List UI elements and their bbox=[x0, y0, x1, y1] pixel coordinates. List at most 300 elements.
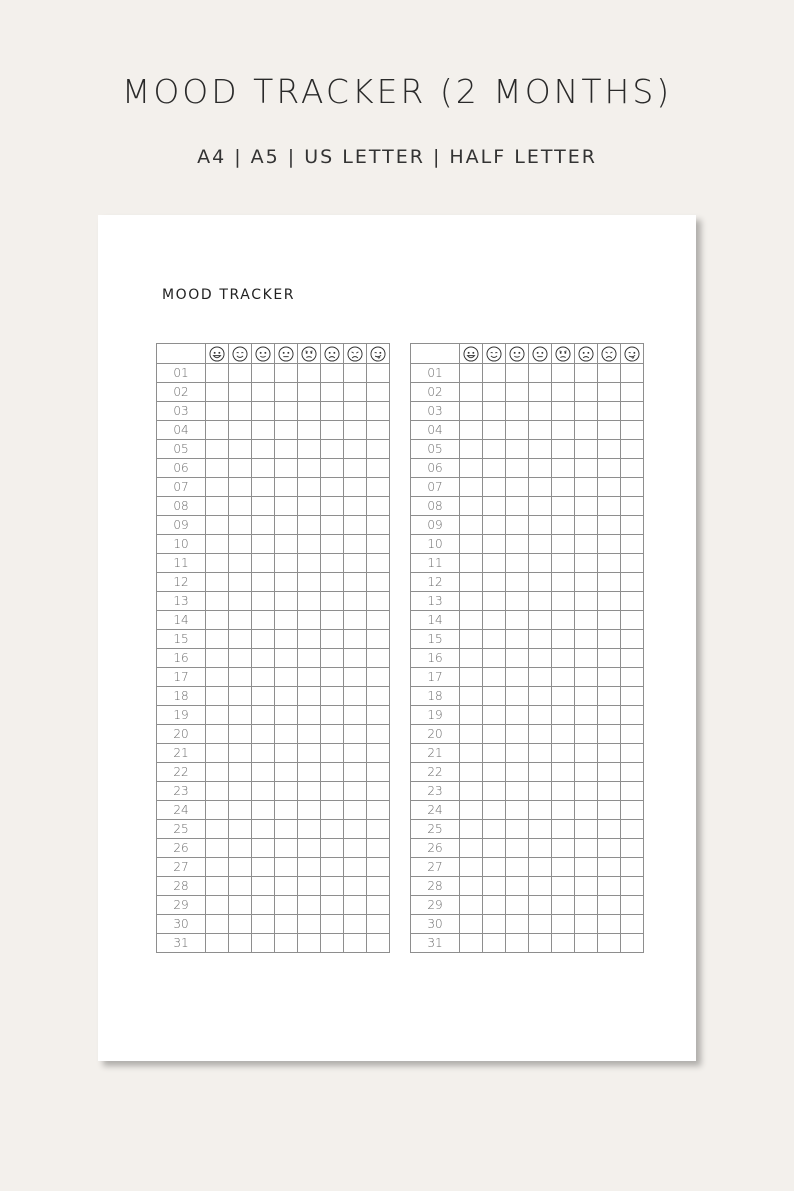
mood-check-cell[interactable] bbox=[460, 915, 483, 934]
mood-check-cell[interactable] bbox=[506, 535, 529, 554]
mood-check-cell[interactable] bbox=[252, 877, 275, 896]
mood-check-cell[interactable] bbox=[321, 934, 344, 953]
mood-check-cell[interactable] bbox=[506, 649, 529, 668]
mood-check-cell[interactable] bbox=[460, 820, 483, 839]
mood-check-cell[interactable] bbox=[483, 592, 506, 611]
mood-check-cell[interactable] bbox=[575, 554, 598, 573]
mood-check-cell[interactable] bbox=[298, 554, 321, 573]
mood-check-cell[interactable] bbox=[275, 858, 298, 877]
mood-check-cell[interactable] bbox=[252, 649, 275, 668]
mood-check-cell[interactable] bbox=[621, 478, 644, 497]
mood-check-cell[interactable] bbox=[229, 706, 252, 725]
mood-check-cell[interactable] bbox=[321, 535, 344, 554]
mood-check-cell[interactable] bbox=[506, 459, 529, 478]
mood-check-cell[interactable] bbox=[275, 649, 298, 668]
mood-check-cell[interactable] bbox=[506, 744, 529, 763]
mood-check-cell[interactable] bbox=[575, 478, 598, 497]
mood-check-cell[interactable] bbox=[252, 801, 275, 820]
mood-check-cell[interactable] bbox=[506, 364, 529, 383]
mood-check-cell[interactable] bbox=[506, 820, 529, 839]
mood-check-cell[interactable] bbox=[321, 687, 344, 706]
mood-check-cell[interactable] bbox=[321, 611, 344, 630]
mood-check-cell[interactable] bbox=[460, 440, 483, 459]
mood-check-cell[interactable] bbox=[552, 402, 575, 421]
mood-check-cell[interactable] bbox=[506, 934, 529, 953]
mood-check-cell[interactable] bbox=[252, 573, 275, 592]
mood-check-cell[interactable] bbox=[460, 497, 483, 516]
mood-check-cell[interactable] bbox=[321, 573, 344, 592]
mood-check-cell[interactable] bbox=[321, 725, 344, 744]
mood-check-cell[interactable] bbox=[252, 440, 275, 459]
mood-check-cell[interactable] bbox=[298, 649, 321, 668]
mood-check-cell[interactable] bbox=[529, 915, 552, 934]
mood-check-cell[interactable] bbox=[206, 402, 229, 421]
mood-check-cell[interactable] bbox=[575, 668, 598, 687]
mood-check-cell[interactable] bbox=[483, 877, 506, 896]
mood-check-cell[interactable] bbox=[275, 915, 298, 934]
mood-check-cell[interactable] bbox=[621, 649, 644, 668]
mood-check-cell[interactable] bbox=[367, 535, 390, 554]
mood-check-cell[interactable] bbox=[460, 421, 483, 440]
mood-check-cell[interactable] bbox=[506, 763, 529, 782]
mood-check-cell[interactable] bbox=[321, 383, 344, 402]
mood-check-cell[interactable] bbox=[552, 592, 575, 611]
mood-check-cell[interactable] bbox=[575, 877, 598, 896]
mood-check-cell[interactable] bbox=[575, 516, 598, 535]
mood-check-cell[interactable] bbox=[344, 478, 367, 497]
mood-check-cell[interactable] bbox=[275, 630, 298, 649]
mood-check-cell[interactable] bbox=[621, 687, 644, 706]
mood-check-cell[interactable] bbox=[321, 630, 344, 649]
mood-check-cell[interactable] bbox=[252, 535, 275, 554]
mood-check-cell[interactable] bbox=[252, 744, 275, 763]
mood-check-cell[interactable] bbox=[575, 421, 598, 440]
mood-check-cell[interactable] bbox=[483, 858, 506, 877]
mood-check-cell[interactable] bbox=[598, 421, 621, 440]
mood-check-cell[interactable] bbox=[529, 763, 552, 782]
mood-check-cell[interactable] bbox=[275, 877, 298, 896]
mood-check-cell[interactable] bbox=[206, 763, 229, 782]
mood-check-cell[interactable] bbox=[506, 687, 529, 706]
mood-check-cell[interactable] bbox=[321, 706, 344, 725]
mood-check-cell[interactable] bbox=[275, 402, 298, 421]
mood-check-cell[interactable] bbox=[529, 668, 552, 687]
mood-check-cell[interactable] bbox=[598, 687, 621, 706]
mood-check-cell[interactable] bbox=[229, 421, 252, 440]
mood-check-cell[interactable] bbox=[575, 858, 598, 877]
mood-check-cell[interactable] bbox=[298, 611, 321, 630]
mood-check-cell[interactable] bbox=[598, 801, 621, 820]
mood-check-cell[interactable] bbox=[229, 535, 252, 554]
mood-check-cell[interactable] bbox=[598, 934, 621, 953]
mood-check-cell[interactable] bbox=[229, 554, 252, 573]
mood-check-cell[interactable] bbox=[621, 858, 644, 877]
mood-check-cell[interactable] bbox=[460, 801, 483, 820]
mood-check-cell[interactable] bbox=[367, 649, 390, 668]
mood-check-cell[interactable] bbox=[298, 364, 321, 383]
mood-check-cell[interactable] bbox=[206, 820, 229, 839]
mood-check-cell[interactable] bbox=[206, 744, 229, 763]
mood-check-cell[interactable] bbox=[206, 592, 229, 611]
mood-check-cell[interactable] bbox=[206, 915, 229, 934]
mood-check-cell[interactable] bbox=[575, 687, 598, 706]
mood-check-cell[interactable] bbox=[575, 801, 598, 820]
mood-check-cell[interactable] bbox=[483, 459, 506, 478]
mood-check-cell[interactable] bbox=[229, 440, 252, 459]
mood-check-cell[interactable] bbox=[483, 573, 506, 592]
mood-check-cell[interactable] bbox=[575, 649, 598, 668]
mood-check-cell[interactable] bbox=[206, 611, 229, 630]
mood-check-cell[interactable] bbox=[344, 877, 367, 896]
mood-check-cell[interactable] bbox=[344, 535, 367, 554]
mood-check-cell[interactable] bbox=[298, 421, 321, 440]
mood-check-cell[interactable] bbox=[621, 896, 644, 915]
mood-check-cell[interactable] bbox=[552, 839, 575, 858]
mood-check-cell[interactable] bbox=[460, 554, 483, 573]
mood-check-cell[interactable] bbox=[298, 858, 321, 877]
mood-check-cell[interactable] bbox=[206, 858, 229, 877]
mood-check-cell[interactable] bbox=[275, 364, 298, 383]
mood-check-cell[interactable] bbox=[552, 516, 575, 535]
mood-check-cell[interactable] bbox=[575, 820, 598, 839]
mood-check-cell[interactable] bbox=[529, 440, 552, 459]
mood-check-cell[interactable] bbox=[575, 364, 598, 383]
mood-check-cell[interactable] bbox=[506, 706, 529, 725]
mood-check-cell[interactable] bbox=[229, 858, 252, 877]
mood-check-cell[interactable] bbox=[529, 364, 552, 383]
mood-check-cell[interactable] bbox=[529, 497, 552, 516]
mood-check-cell[interactable] bbox=[252, 668, 275, 687]
mood-check-cell[interactable] bbox=[275, 516, 298, 535]
mood-check-cell[interactable] bbox=[298, 383, 321, 402]
mood-check-cell[interactable] bbox=[552, 782, 575, 801]
mood-check-cell[interactable] bbox=[460, 535, 483, 554]
mood-check-cell[interactable] bbox=[367, 896, 390, 915]
mood-check-cell[interactable] bbox=[252, 497, 275, 516]
mood-check-cell[interactable] bbox=[229, 744, 252, 763]
mood-check-cell[interactable] bbox=[460, 611, 483, 630]
mood-check-cell[interactable] bbox=[575, 592, 598, 611]
mood-check-cell[interactable] bbox=[298, 668, 321, 687]
mood-check-cell[interactable] bbox=[344, 763, 367, 782]
mood-check-cell[interactable] bbox=[621, 421, 644, 440]
mood-check-cell[interactable] bbox=[460, 744, 483, 763]
mood-check-cell[interactable] bbox=[344, 421, 367, 440]
mood-check-cell[interactable] bbox=[206, 497, 229, 516]
mood-check-cell[interactable] bbox=[598, 592, 621, 611]
mood-check-cell[interactable] bbox=[506, 478, 529, 497]
mood-check-cell[interactable] bbox=[529, 516, 552, 535]
mood-check-cell[interactable] bbox=[252, 934, 275, 953]
mood-check-cell[interactable] bbox=[552, 877, 575, 896]
mood-check-cell[interactable] bbox=[529, 402, 552, 421]
mood-check-cell[interactable] bbox=[367, 364, 390, 383]
mood-check-cell[interactable] bbox=[275, 934, 298, 953]
mood-check-cell[interactable] bbox=[275, 478, 298, 497]
mood-check-cell[interactable] bbox=[575, 402, 598, 421]
mood-check-cell[interactable] bbox=[529, 801, 552, 820]
mood-check-cell[interactable] bbox=[483, 801, 506, 820]
mood-check-cell[interactable] bbox=[206, 725, 229, 744]
mood-check-cell[interactable] bbox=[344, 649, 367, 668]
mood-check-cell[interactable] bbox=[621, 725, 644, 744]
mood-check-cell[interactable] bbox=[298, 630, 321, 649]
mood-check-cell[interactable] bbox=[552, 383, 575, 402]
mood-check-cell[interactable] bbox=[206, 687, 229, 706]
mood-check-cell[interactable] bbox=[321, 896, 344, 915]
mood-check-cell[interactable] bbox=[483, 402, 506, 421]
mood-check-cell[interactable] bbox=[460, 630, 483, 649]
mood-check-cell[interactable] bbox=[483, 725, 506, 744]
mood-check-cell[interactable] bbox=[598, 364, 621, 383]
mood-check-cell[interactable] bbox=[575, 744, 598, 763]
mood-check-cell[interactable] bbox=[621, 592, 644, 611]
mood-check-cell[interactable] bbox=[367, 820, 390, 839]
mood-check-cell[interactable] bbox=[344, 858, 367, 877]
mood-check-cell[interactable] bbox=[367, 706, 390, 725]
mood-check-cell[interactable] bbox=[229, 839, 252, 858]
mood-check-cell[interactable] bbox=[367, 497, 390, 516]
mood-check-cell[interactable] bbox=[575, 440, 598, 459]
mood-check-cell[interactable] bbox=[529, 421, 552, 440]
mood-check-cell[interactable] bbox=[229, 934, 252, 953]
mood-check-cell[interactable] bbox=[275, 782, 298, 801]
mood-check-cell[interactable] bbox=[298, 820, 321, 839]
mood-check-cell[interactable] bbox=[321, 516, 344, 535]
mood-check-cell[interactable] bbox=[229, 668, 252, 687]
mood-check-cell[interactable] bbox=[298, 535, 321, 554]
mood-check-cell[interactable] bbox=[229, 402, 252, 421]
mood-check-cell[interactable] bbox=[552, 478, 575, 497]
mood-check-cell[interactable] bbox=[598, 782, 621, 801]
mood-check-cell[interactable] bbox=[598, 877, 621, 896]
mood-check-cell[interactable] bbox=[298, 516, 321, 535]
mood-check-cell[interactable] bbox=[275, 611, 298, 630]
mood-check-cell[interactable] bbox=[206, 801, 229, 820]
mood-check-cell[interactable] bbox=[229, 478, 252, 497]
mood-check-cell[interactable] bbox=[621, 554, 644, 573]
mood-check-cell[interactable] bbox=[552, 535, 575, 554]
mood-check-cell[interactable] bbox=[321, 858, 344, 877]
mood-check-cell[interactable] bbox=[621, 535, 644, 554]
mood-check-cell[interactable] bbox=[598, 668, 621, 687]
mood-check-cell[interactable] bbox=[529, 592, 552, 611]
mood-check-cell[interactable] bbox=[483, 839, 506, 858]
mood-check-cell[interactable] bbox=[275, 744, 298, 763]
mood-check-cell[interactable] bbox=[483, 364, 506, 383]
mood-check-cell[interactable] bbox=[621, 668, 644, 687]
mood-check-cell[interactable] bbox=[483, 668, 506, 687]
mood-check-cell[interactable] bbox=[298, 839, 321, 858]
mood-check-cell[interactable] bbox=[460, 649, 483, 668]
mood-check-cell[interactable] bbox=[460, 877, 483, 896]
mood-check-cell[interactable] bbox=[252, 915, 275, 934]
mood-check-cell[interactable] bbox=[483, 611, 506, 630]
mood-check-cell[interactable] bbox=[529, 554, 552, 573]
mood-check-cell[interactable] bbox=[552, 459, 575, 478]
mood-check-cell[interactable] bbox=[483, 516, 506, 535]
mood-check-cell[interactable] bbox=[598, 839, 621, 858]
mood-check-cell[interactable] bbox=[506, 801, 529, 820]
mood-check-cell[interactable] bbox=[598, 611, 621, 630]
mood-check-cell[interactable] bbox=[229, 383, 252, 402]
mood-check-cell[interactable] bbox=[321, 649, 344, 668]
mood-check-cell[interactable] bbox=[229, 573, 252, 592]
mood-check-cell[interactable] bbox=[575, 763, 598, 782]
mood-check-cell[interactable] bbox=[367, 934, 390, 953]
mood-check-cell[interactable] bbox=[598, 440, 621, 459]
mood-check-cell[interactable] bbox=[529, 573, 552, 592]
mood-check-cell[interactable] bbox=[344, 554, 367, 573]
mood-check-cell[interactable] bbox=[483, 782, 506, 801]
mood-check-cell[interactable] bbox=[344, 497, 367, 516]
mood-check-cell[interactable] bbox=[506, 839, 529, 858]
mood-check-cell[interactable] bbox=[552, 573, 575, 592]
mood-check-cell[interactable] bbox=[275, 801, 298, 820]
mood-check-cell[interactable] bbox=[367, 611, 390, 630]
mood-check-cell[interactable] bbox=[367, 459, 390, 478]
mood-check-cell[interactable] bbox=[621, 497, 644, 516]
mood-check-cell[interactable] bbox=[252, 592, 275, 611]
mood-check-cell[interactable] bbox=[298, 801, 321, 820]
mood-check-cell[interactable] bbox=[552, 554, 575, 573]
mood-check-cell[interactable] bbox=[506, 877, 529, 896]
mood-check-cell[interactable] bbox=[321, 839, 344, 858]
mood-check-cell[interactable] bbox=[252, 478, 275, 497]
mood-check-cell[interactable] bbox=[575, 896, 598, 915]
mood-check-cell[interactable] bbox=[229, 763, 252, 782]
mood-check-cell[interactable] bbox=[252, 459, 275, 478]
mood-check-cell[interactable] bbox=[344, 630, 367, 649]
mood-check-cell[interactable] bbox=[344, 383, 367, 402]
mood-check-cell[interactable] bbox=[621, 915, 644, 934]
mood-check-cell[interactable] bbox=[252, 820, 275, 839]
mood-check-cell[interactable] bbox=[298, 687, 321, 706]
mood-check-cell[interactable] bbox=[275, 763, 298, 782]
mood-check-cell[interactable] bbox=[252, 687, 275, 706]
mood-check-cell[interactable] bbox=[298, 440, 321, 459]
mood-check-cell[interactable] bbox=[483, 763, 506, 782]
mood-check-cell[interactable] bbox=[506, 440, 529, 459]
mood-check-cell[interactable] bbox=[598, 706, 621, 725]
mood-check-cell[interactable] bbox=[460, 383, 483, 402]
mood-check-cell[interactable] bbox=[298, 725, 321, 744]
mood-check-cell[interactable] bbox=[506, 592, 529, 611]
mood-check-cell[interactable] bbox=[344, 592, 367, 611]
mood-check-cell[interactable] bbox=[321, 820, 344, 839]
mood-check-cell[interactable] bbox=[252, 630, 275, 649]
mood-check-cell[interactable] bbox=[206, 478, 229, 497]
mood-check-cell[interactable] bbox=[460, 459, 483, 478]
mood-check-cell[interactable] bbox=[621, 516, 644, 535]
mood-check-cell[interactable] bbox=[229, 687, 252, 706]
mood-check-cell[interactable] bbox=[275, 896, 298, 915]
mood-check-cell[interactable] bbox=[506, 915, 529, 934]
mood-check-cell[interactable] bbox=[552, 706, 575, 725]
mood-check-cell[interactable] bbox=[552, 687, 575, 706]
mood-check-cell[interactable] bbox=[621, 782, 644, 801]
mood-check-cell[interactable] bbox=[621, 440, 644, 459]
mood-check-cell[interactable] bbox=[206, 554, 229, 573]
mood-check-cell[interactable] bbox=[598, 459, 621, 478]
mood-check-cell[interactable] bbox=[229, 782, 252, 801]
mood-check-cell[interactable] bbox=[344, 364, 367, 383]
mood-check-cell[interactable] bbox=[529, 535, 552, 554]
mood-check-cell[interactable] bbox=[598, 915, 621, 934]
mood-check-cell[interactable] bbox=[344, 573, 367, 592]
mood-check-cell[interactable] bbox=[229, 592, 252, 611]
mood-check-cell[interactable] bbox=[575, 934, 598, 953]
mood-check-cell[interactable] bbox=[575, 497, 598, 516]
mood-check-cell[interactable] bbox=[206, 630, 229, 649]
mood-check-cell[interactable] bbox=[598, 478, 621, 497]
mood-check-cell[interactable] bbox=[483, 706, 506, 725]
mood-check-cell[interactable] bbox=[275, 592, 298, 611]
mood-check-cell[interactable] bbox=[552, 744, 575, 763]
mood-check-cell[interactable] bbox=[483, 649, 506, 668]
mood-check-cell[interactable] bbox=[367, 630, 390, 649]
mood-check-cell[interactable] bbox=[229, 820, 252, 839]
mood-check-cell[interactable] bbox=[206, 535, 229, 554]
mood-check-cell[interactable] bbox=[483, 934, 506, 953]
mood-check-cell[interactable] bbox=[367, 668, 390, 687]
mood-check-cell[interactable] bbox=[206, 706, 229, 725]
mood-check-cell[interactable] bbox=[483, 421, 506, 440]
mood-check-cell[interactable] bbox=[483, 744, 506, 763]
mood-check-cell[interactable] bbox=[529, 478, 552, 497]
mood-check-cell[interactable] bbox=[252, 516, 275, 535]
mood-check-cell[interactable] bbox=[460, 402, 483, 421]
mood-check-cell[interactable] bbox=[621, 611, 644, 630]
mood-check-cell[interactable] bbox=[552, 421, 575, 440]
mood-check-cell[interactable] bbox=[344, 402, 367, 421]
mood-check-cell[interactable] bbox=[598, 649, 621, 668]
mood-check-cell[interactable] bbox=[598, 554, 621, 573]
mood-check-cell[interactable] bbox=[575, 535, 598, 554]
mood-check-cell[interactable] bbox=[621, 573, 644, 592]
mood-check-cell[interactable] bbox=[529, 630, 552, 649]
mood-check-cell[interactable] bbox=[229, 915, 252, 934]
mood-check-cell[interactable] bbox=[206, 364, 229, 383]
mood-check-cell[interactable] bbox=[344, 744, 367, 763]
mood-check-cell[interactable] bbox=[344, 896, 367, 915]
mood-check-cell[interactable] bbox=[229, 801, 252, 820]
mood-check-cell[interactable] bbox=[206, 877, 229, 896]
mood-check-cell[interactable] bbox=[229, 630, 252, 649]
mood-check-cell[interactable] bbox=[529, 459, 552, 478]
mood-check-cell[interactable] bbox=[321, 877, 344, 896]
mood-check-cell[interactable] bbox=[321, 440, 344, 459]
mood-check-cell[interactable] bbox=[483, 440, 506, 459]
mood-check-cell[interactable] bbox=[483, 383, 506, 402]
mood-check-cell[interactable] bbox=[460, 573, 483, 592]
mood-check-cell[interactable] bbox=[621, 706, 644, 725]
mood-check-cell[interactable] bbox=[575, 573, 598, 592]
mood-check-cell[interactable] bbox=[621, 877, 644, 896]
mood-check-cell[interactable] bbox=[483, 820, 506, 839]
mood-check-cell[interactable] bbox=[321, 478, 344, 497]
mood-check-cell[interactable] bbox=[552, 858, 575, 877]
mood-check-cell[interactable] bbox=[367, 839, 390, 858]
mood-check-cell[interactable] bbox=[460, 668, 483, 687]
mood-check-cell[interactable] bbox=[575, 706, 598, 725]
mood-check-cell[interactable] bbox=[552, 611, 575, 630]
mood-check-cell[interactable] bbox=[552, 801, 575, 820]
mood-check-cell[interactable] bbox=[460, 896, 483, 915]
mood-check-cell[interactable] bbox=[506, 573, 529, 592]
mood-check-cell[interactable] bbox=[321, 763, 344, 782]
mood-check-cell[interactable] bbox=[367, 877, 390, 896]
